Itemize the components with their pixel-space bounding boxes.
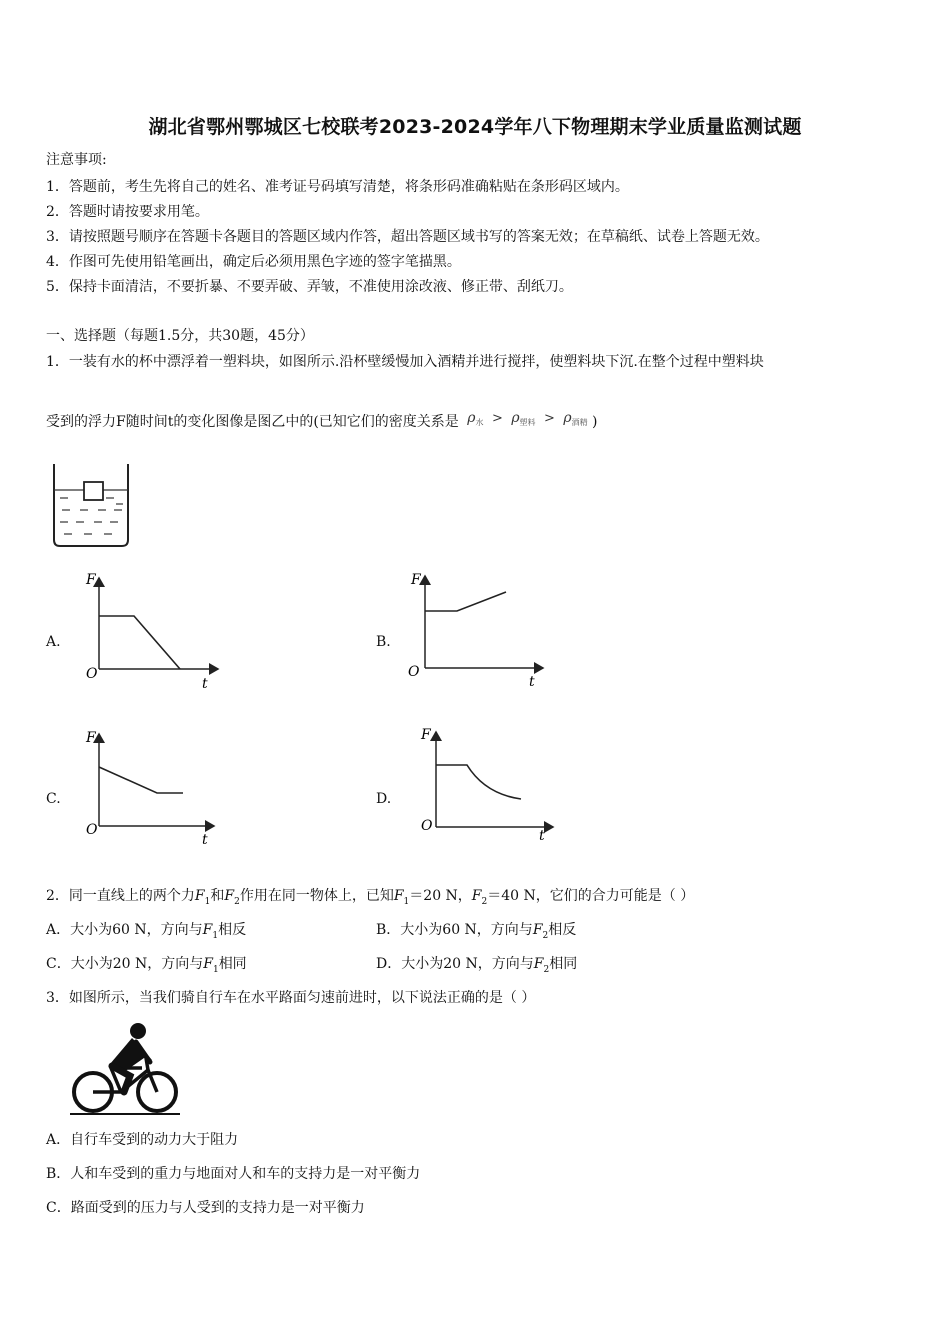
axis-label-t: t	[202, 676, 208, 692]
greater-than: >	[491, 411, 503, 426]
subscript: 1	[212, 964, 219, 975]
question-1-stem-cont	[46, 410, 598, 436]
origin-label: O	[408, 664, 420, 680]
force-symbol: F	[202, 922, 213, 938]
option-text: 相同	[549, 956, 578, 972]
subscript: 2	[234, 896, 240, 907]
option-text: 相同	[218, 956, 247, 972]
question-3-stem: 3．如图所示，当我们骑自行车在水平路面匀速前进时，以下说法正确的是（ ）	[46, 990, 536, 1006]
option-b-label: B.	[376, 634, 391, 650]
question-3-option-c: C．路面受到的压力与人受到的支持力是一对平衡力	[46, 1200, 365, 1216]
option-a-label: A.	[46, 634, 61, 650]
question-2-option-a	[46, 921, 246, 945]
origin-label: O	[421, 818, 433, 834]
option-text: B．大小为60 N，方向与	[376, 922, 533, 938]
question-2-option-b	[376, 921, 576, 945]
axis-label-t: t	[202, 832, 208, 848]
option-text: 相反	[548, 922, 577, 938]
section-heading: 一、选择题（每题1.5分，共30题，45分）	[46, 328, 314, 344]
density-relation	[467, 410, 592, 426]
greater-than: >	[544, 411, 555, 426]
option-text: 相反	[218, 922, 247, 938]
question-2-text: 和	[210, 888, 225, 904]
option-c-label: C.	[46, 791, 61, 807]
axis-label-t: t	[539, 828, 545, 844]
density-sub-water: 水	[475, 418, 484, 427]
question-2-text: ＝20 N，	[409, 888, 472, 904]
notice-item: 3．请按照题号顺序在答题卡各题目的答题区域内作答，超出答题区域书写的答案无效；在草稿纸、试卷上答题无效。	[46, 229, 769, 245]
question-3-option-b: B．人和车受到的重力与地面对人和车的支持力是一对平衡力	[46, 1166, 421, 1182]
subscript: 1	[403, 896, 410, 907]
subscript: 1	[204, 896, 211, 907]
force-symbol: F	[194, 888, 205, 904]
page-title: 湖北省鄂州鄂城区七校联考2023-2024学年八下物理期末学业质量监测试题	[148, 116, 802, 138]
graph-b	[405, 568, 555, 693]
question-2-text: 作用在同一物体上，已知	[239, 888, 394, 904]
cup-figure	[48, 460, 138, 552]
graph-d	[415, 722, 565, 852]
axis-label-t: t	[529, 674, 535, 690]
axis-label-f: F	[421, 727, 431, 743]
force-symbol: F	[533, 956, 544, 972]
density-sub-plastic: 塑料	[519, 418, 536, 427]
rho-symbol: ρ	[563, 410, 572, 426]
graph-a	[80, 568, 230, 693]
rho-symbol: ρ	[511, 410, 520, 426]
option-text: D．大小为20 N，方向与	[376, 956, 534, 972]
subscript: 2	[481, 896, 488, 907]
density-sub-alcohol: 酒精	[571, 418, 588, 427]
notice-item: 2．答题时请按要求用笔。	[46, 204, 209, 220]
subscript: 1	[212, 930, 219, 941]
option-text: A．大小为60 N，方向与	[46, 922, 203, 938]
cyclist-figure	[66, 1020, 184, 1118]
option-d-label: D.	[376, 791, 392, 807]
question-1-stem: 1．一装有水的杯中漂浮着一塑料块，如图所示.沿杯壁缓慢加入酒精并进行搅拌，使塑料块下沉.在整个过程中塑料块	[46, 354, 764, 370]
question-2-text: 2．同一直线上的两个力	[46, 888, 195, 904]
question-2-text: ＝40 N，它们的合力可能是（ ）	[487, 888, 695, 904]
origin-label: O	[86, 822, 98, 838]
force-symbol: F	[224, 888, 235, 904]
notice-item: 4．作图可先使用铅笔画出，确定后必须用黑色字迹的签字笔描黑。	[46, 254, 461, 270]
question-3-option-a: A．自行车受到的动力大于阻力	[46, 1132, 239, 1148]
notice-heading: 注意事项:	[46, 152, 107, 168]
subscript: 2	[543, 964, 550, 975]
axis-label-f: F	[86, 572, 96, 588]
question-1-close: )	[592, 414, 598, 430]
option-text: C．大小为20 N，方向与	[46, 956, 204, 972]
notice-item: 5．保持卡面清洁，不要折暴、不要弄破、弄皱，不准使用涂改液、修正带、刮纸刀。	[46, 279, 573, 295]
force-symbol: F	[471, 888, 482, 904]
question-2-stem	[46, 887, 694, 911]
notice-item: 1．答题前，考生先将自己的姓名、准考证号码填写清楚，将条形码准确粘贴在条形码区域内。	[46, 179, 629, 195]
question-1-stem-text: 受到的浮力F随时间t的变化图像是图乙中的(已知它们的密度关系是	[46, 414, 459, 430]
axis-label-f: F	[411, 572, 421, 588]
origin-label: O	[86, 666, 98, 682]
question-2-option-d	[376, 955, 577, 979]
rho-symbol: ρ	[467, 410, 476, 426]
force-symbol: F	[203, 956, 213, 972]
question-2-option-c	[46, 955, 247, 979]
graph-c	[80, 726, 230, 851]
force-symbol: F	[532, 922, 543, 938]
axis-label-f: F	[86, 730, 96, 746]
force-symbol: F	[393, 888, 404, 904]
subscript: 2	[542, 930, 549, 941]
